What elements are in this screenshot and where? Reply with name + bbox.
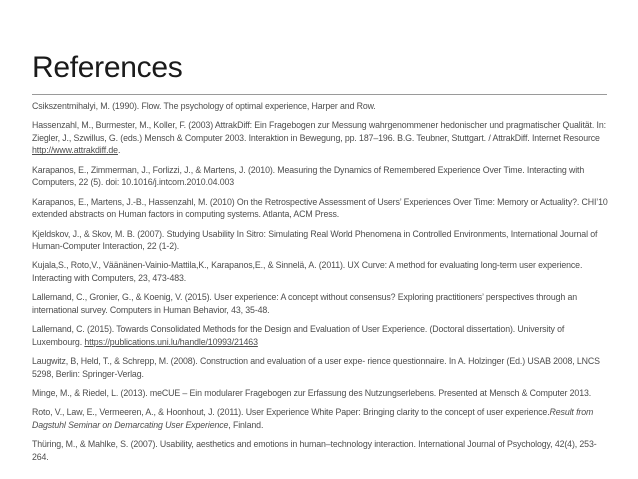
- reference-text: Kujala,S., Roto,V., Väänänen-Vainio-Mattila,K., Karapanos,E., & Sinnelä, A. (2011). UX Curve: A method for evaluating long-term user experience. Interacting with Computers, 23, 473-483.: [32, 260, 583, 283]
- slide-title: References: [32, 51, 183, 84]
- reference-item: [32, 228, 610, 253]
- reference-text: Karapanos, E., Martens, J.-B., Hassenzahl, M. (2010) On the Retrospective Assessment of Users’ Experiences Over Time: Memory or Actuality?. CHI’10 extended abstracts on Human factors in computing systems. Atlanta, ACM Press.: [32, 196, 608, 220]
- reference-text-end: , Finland.: [228, 419, 264, 430]
- reference-text: Roto, V., Law, E., Vermeeren, A., & Hoonhout, J. (2011). User Experience White Paper: Bringing clarity to the concept of user experience.: [32, 407, 550, 418]
- reference-text-end: .: [117, 145, 121, 156]
- title-divider: [32, 94, 607, 95]
- reference-item: [32, 100, 610, 113]
- reference-item: [32, 259, 610, 284]
- reference-item: [32, 164, 610, 189]
- reference-text: Minge, M., & Riedel, L. (2013). meCUE – Ein modularer Fragebogen zur Erfassung des Nutzungserlebens. Presented at Mensch & Computer 2013.: [32, 388, 592, 399]
- reference-item: [32, 438, 610, 463]
- reference-item: [32, 355, 610, 380]
- reference-item: [32, 406, 610, 431]
- reference-text: Kjeldskov, J., & Skov, M. B. (2007). Studying Usability In Sitro: Simulating Real World Phenomena in Controlled Environments, International Journal of Human-Computer Interaction, 22 (1-2).: [32, 228, 598, 252]
- reference-italic-text: Result from Dagstuhl Seminar on Demarcating User Experience: [32, 407, 594, 430]
- reference-item: [32, 291, 610, 316]
- reference-text: Lallemand, C. (2015). Towards Consolidated Methods for the Design and Evaluation of User Experience. (Doctoral dissertation). University of Luxembourg.: [32, 324, 565, 347]
- reference-list: [32, 100, 610, 470]
- reference-link[interactable]: http://www.attrakdiff.de: [32, 145, 118, 156]
- reference-item: [32, 119, 610, 157]
- reference-item: [32, 196, 610, 221]
- reference-text: Lallemand, C., Gronier, G., & Koenig, V. (2015). User experience: A concept without consensus? Exploring practitioners’ perspectives through an international survey. Computers in Human Behavior, 43, 35-48.: [32, 292, 578, 315]
- reference-text: Laugwitz, B, Held, T., & Schrepp, M. (2008). Construction and evaluation of a user expe- rience questionnaire. In A. Holzinger (Ed.) USAB 2008, LNCS 5298, Berlin: Springer-Verlag.: [32, 356, 600, 379]
- reference-item: [32, 387, 610, 400]
- reference-text: Karapanos, E., Zimmerman, J., Forlizzi, J., & Martens, J. (2010). Measuring the Dynamics of Remembered Experience Over Time. Interacting with Computers, 22 (5). doi: 10.1016/j.intcom.2010.04.003: [32, 164, 585, 188]
- reference-text: Csikszentmihalyi, M. (1990). Flow. The psychology of optimal experience, Harper and Row.: [32, 101, 376, 111]
- reference-text: Thüring, M., & Mahlke, S. (2007). Usability, aesthetics and emotions in human–technology interaction. International Journal of Psychology, 42(4), 253-264.: [32, 439, 597, 462]
- reference-item: [32, 323, 610, 348]
- reference-text: Hassenzahl, M., Burmester, M., Koller, F. (2003) AttrakDiff: Ein Fragebogen zur Messung wahrgenommener hedonischer und pragmatischer Qualität. In: Ziegler, J., Szwillus, G. (eds.) Mensch & Computer 2003. Interaktion in Bewegung, pp. 187–196. B.G. Teubner, Stuttgart. / AttrakDiff. Internet Resource: [32, 120, 606, 143]
- reference-link[interactable]: https://publications.uni.lu/handle/10993/21463: [84, 336, 258, 347]
